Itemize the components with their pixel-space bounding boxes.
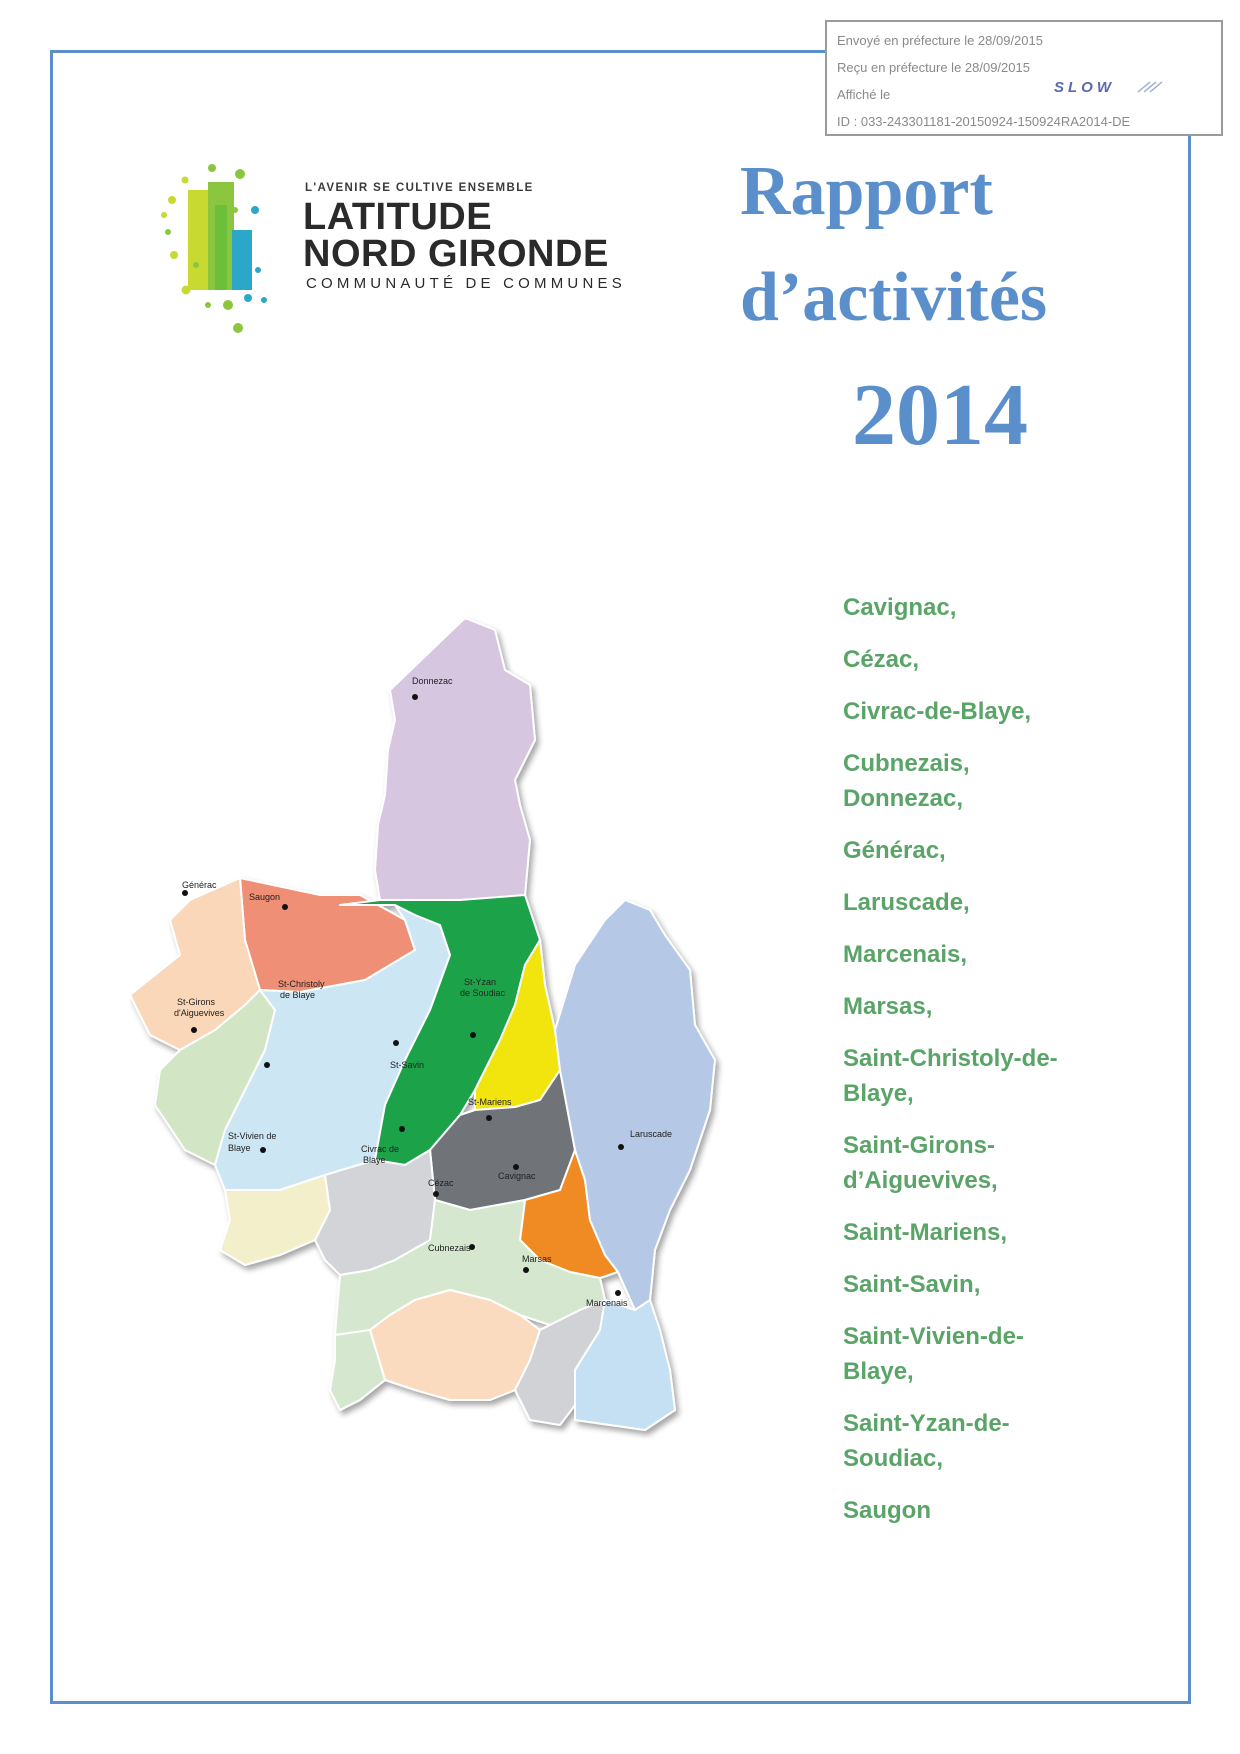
commune-list — [843, 590, 1143, 1545]
stamp-received: Reçu en préfecture le 28/09/2015 — [837, 60, 1030, 75]
label-st-yzan-1: St-Yzan — [464, 977, 497, 987]
logo-name-line1: LATITUDE — [303, 196, 493, 238]
title-line1: Rapport — [740, 153, 993, 230]
marker-st-girons — [191, 1027, 197, 1033]
commune-item: Saugon — [843, 1497, 931, 1524]
marker-marsas — [523, 1267, 529, 1273]
stamp-posted: Affiché le — [837, 87, 891, 102]
stamp-id: ID : 033-243301181-20150924-150924RA2014-DE — [837, 114, 1131, 129]
logo-tagline: L'AVENIR SE CULTIVE ENSEMBLE — [305, 182, 534, 194]
slow-logo — [1052, 78, 1172, 96]
label-st-vivien-1: St-Vivien de — [228, 1131, 277, 1141]
marker-st-vivien — [260, 1147, 266, 1153]
commune-item: Saint-Girons-d’Aiguevives, — [843, 1132, 998, 1194]
label-generac: Générac — [182, 880, 217, 890]
label-civrac-1: Civrac de — [361, 1144, 400, 1154]
marker-st-savin — [393, 1040, 399, 1046]
commune-item: Cubnezais, Donnezac, — [843, 750, 970, 812]
commune-item: Saint-Yzan-de-Soudiac, — [843, 1410, 1010, 1472]
label-donnezac: Donnezac — [412, 676, 453, 686]
stamp-sent: Envoyé en préfecture le 28/09/2015 — [837, 33, 1043, 48]
communes-map — [130, 610, 810, 1470]
region-donnezac — [375, 618, 535, 900]
marker-st-mariens — [486, 1115, 492, 1121]
label-st-yzan-2: de Soudiac — [460, 988, 506, 998]
label-laruscade: Laruscade — [630, 1129, 673, 1139]
logo-mark-icon — [160, 160, 290, 335]
marker-saugon — [282, 904, 288, 910]
label-cezac: Cézac — [428, 1178, 454, 1188]
commune-item: Saint-Savin, — [843, 1271, 981, 1298]
commune-item: Saint-Christoly-de-Blaye, — [843, 1045, 1058, 1107]
commune-item: Générac, — [843, 837, 946, 864]
marker-civrac — [399, 1126, 405, 1132]
label-st-mariens: St-Mariens — [468, 1097, 512, 1107]
marker-marcenais — [615, 1290, 621, 1296]
commune-item: Cézac, — [843, 646, 920, 673]
marker-st-christoly — [264, 1062, 270, 1068]
label-cavignac: Cavignac — [498, 1171, 536, 1181]
label-st-vivien-2: Blaye — [228, 1143, 251, 1153]
commune-item: Marcenais, — [843, 941, 968, 968]
logo-subtitle: COMMUNAUTÉ DE COMMUNES — [306, 275, 626, 292]
label-civrac-2: Blaye — [363, 1155, 386, 1165]
label-marsas: Marsas — [522, 1254, 552, 1264]
title-year: 2014 — [852, 367, 1028, 464]
svg-text:SLOW: SLOW — [1054, 79, 1115, 96]
title-line2: d’activités — [740, 259, 1048, 336]
label-saugon: Saugon — [249, 892, 281, 902]
marker-donnezac — [412, 694, 418, 700]
commune-item: Saint-Mariens, — [843, 1219, 1008, 1246]
marker-st-yzan — [470, 1032, 476, 1038]
commune-item: Civrac-de-Blaye, — [843, 698, 1032, 725]
label-st-christoly-2: de Blaye — [280, 990, 316, 1000]
label-st-girons-1: St-Girons — [177, 997, 216, 1007]
label-cubnezais: Cubnezais — [428, 1243, 471, 1253]
marker-generac — [182, 890, 188, 896]
marker-laruscade — [618, 1144, 624, 1150]
commune-item: Cavignac, — [843, 594, 957, 621]
commune-item: Marsas, — [843, 993, 933, 1020]
label-st-girons-2: d'Aiguevives — [174, 1008, 225, 1018]
label-st-christoly-1: St-Christoly — [278, 979, 325, 989]
prefecture-stamp — [825, 20, 1223, 136]
marker-cavignac — [513, 1164, 519, 1170]
label-st-savin: St-Savin — [390, 1060, 425, 1070]
commune-item: Saint-Vivien-de-Blaye, — [843, 1323, 1024, 1385]
latitude-nord-gironde-logo — [160, 160, 680, 335]
commune-item: Laruscade, — [843, 889, 970, 916]
marker-cezac — [433, 1191, 439, 1197]
label-marcenais: Marcenais — [586, 1298, 628, 1308]
logo-name-line2: NORD GIRONDE — [303, 233, 609, 275]
